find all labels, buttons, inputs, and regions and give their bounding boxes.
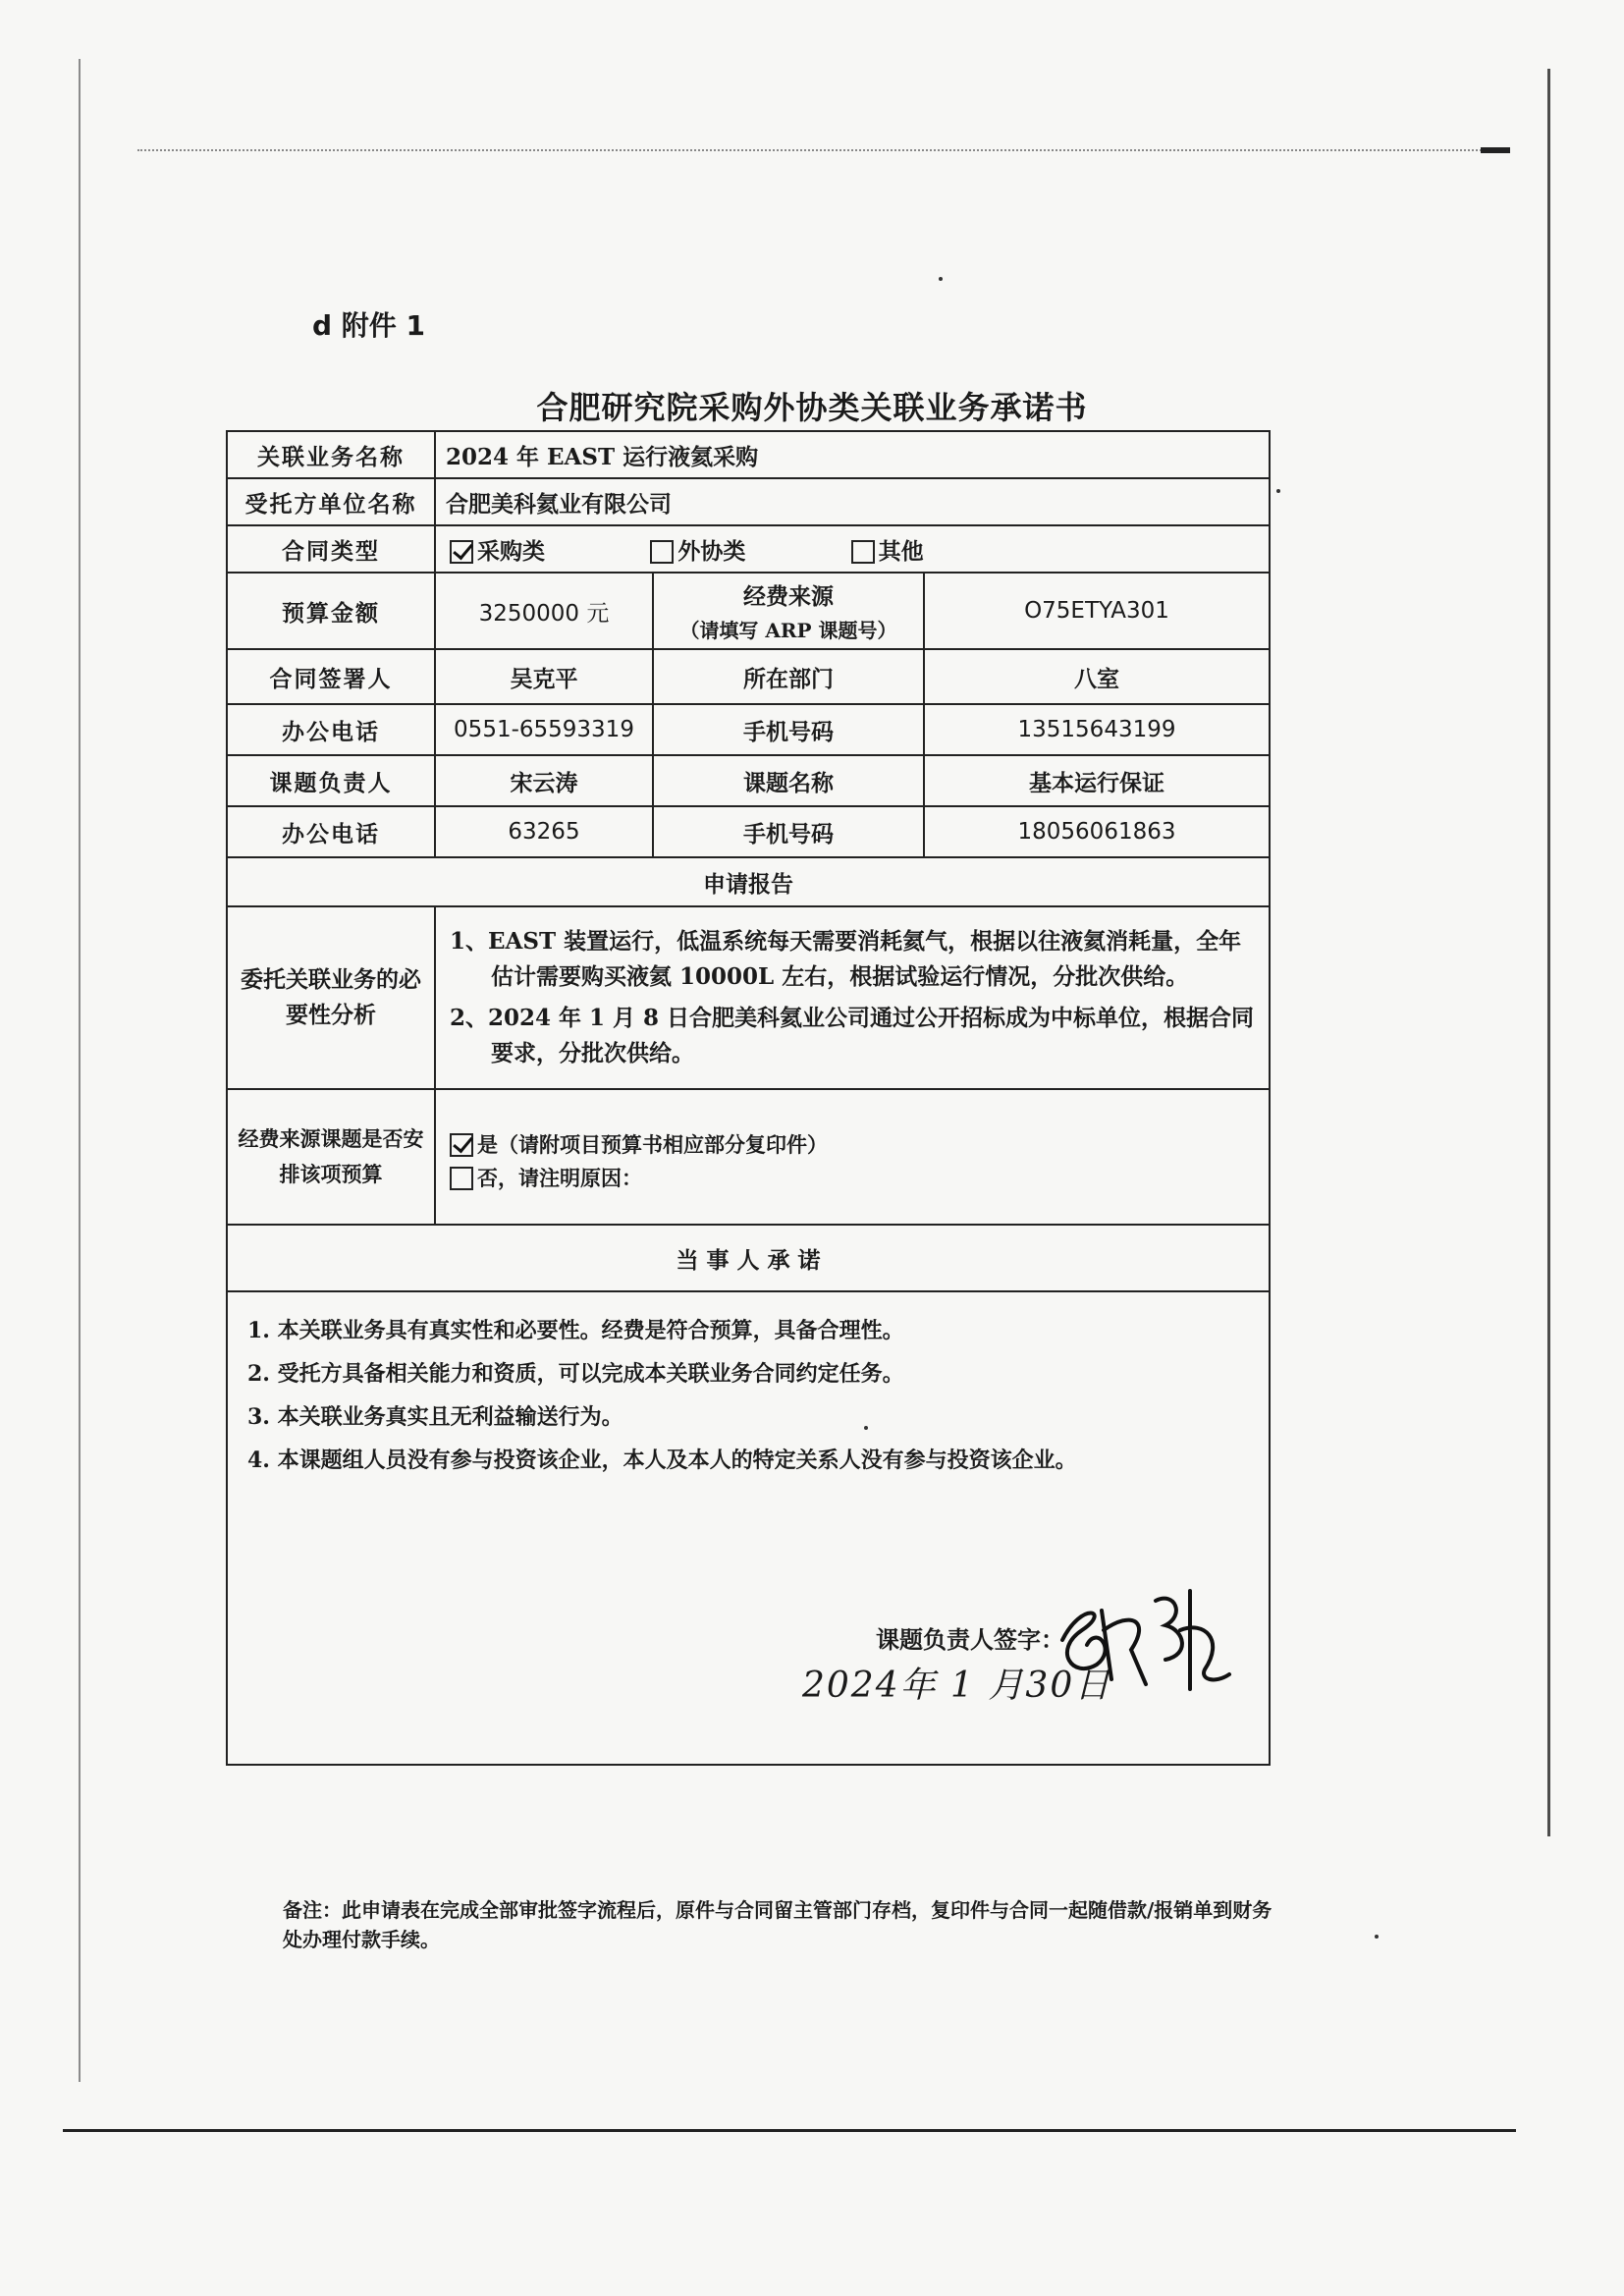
commitment-list — [247, 1316, 1239, 1489]
option-purchase[interactable]: 采购类 — [450, 533, 545, 566]
scan-left-edge — [79, 59, 81, 2082]
option-other[interactable]: 其他 — [851, 533, 924, 566]
row-contract-type — [228, 525, 1269, 573]
scan-speck — [1375, 1935, 1379, 1939]
row-budget — [228, 573, 1269, 649]
handwritten-signature — [1043, 1571, 1239, 1709]
scan-top-mark — [1481, 147, 1510, 153]
attachment-label: d 附件 1 — [312, 309, 426, 342]
signature-date: 2024年 1 月30日 — [802, 1666, 1112, 1706]
option-no[interactable]: 否，请注明原因： — [450, 1163, 1259, 1192]
checkbox-checked-icon[interactable] — [450, 1133, 473, 1157]
budget-label: 预算金额 — [228, 573, 435, 649]
signer-value: 吴克平 — [435, 649, 653, 704]
funding-budget-label: 经费来源课题是否安排该项预算 — [228, 1089, 435, 1225]
checkbox-empty-icon[interactable] — [851, 540, 875, 564]
project-name-value: 基本运行保证 — [924, 755, 1269, 806]
project-lead-label: 课题负责人 — [228, 755, 435, 806]
business-name-value: 2024 年 EAST 运行液氦采购 — [435, 432, 1269, 478]
necessity-label: 委托关联业务的必要性分析 — [228, 906, 435, 1089]
signer-label: 合同签署人 — [228, 649, 435, 704]
office-phone-label: 办公电话 — [228, 704, 435, 755]
funding-source-label: 经费来源 （请填写 ARP 课题号） — [653, 573, 924, 649]
necessity-content — [435, 906, 1269, 1089]
funding-source-value: O75ETYA301 — [924, 573, 1269, 649]
option-outsourcing[interactable]: 外协类 — [650, 533, 745, 566]
scan-speck — [1276, 489, 1280, 493]
scan-top-line — [137, 149, 1492, 151]
commitment-form — [226, 430, 1271, 1766]
scan-bottom-line — [63, 2129, 1516, 2132]
signature-label: 课题负责人签字： — [876, 1625, 1064, 1654]
checkbox-empty-icon[interactable] — [450, 1167, 473, 1190]
entrusted-unit-label: 受托方单位名称 — [228, 478, 435, 525]
office-phone-label: 办公电话 — [228, 806, 435, 857]
necessity-item: 2、2024 年 1 月 8 日合肥美科氦业公司通过公开招标成为中标单位，根据合同要求，分批次供给。 — [450, 1005, 1255, 1066]
row-office-phone-1 — [228, 704, 1269, 755]
commitment-item: 4. 本课题组人员没有参与投资该企业，本人及本人的特定关系人没有参与投资该企业。 — [247, 1448, 1077, 1473]
commitment-header: 当 事 人 承 诺 — [228, 1225, 1269, 1291]
row-application-header — [228, 857, 1269, 906]
contract-type-options — [435, 525, 1269, 573]
option-yes[interactable]: 是（请附项目预算书相应部分复印件） — [450, 1129, 1259, 1159]
mobile-label: 手机号码 — [653, 806, 924, 857]
mobile-value: 18056061863 — [924, 806, 1269, 857]
row-business-name — [228, 432, 1269, 478]
scan-right-edge — [1547, 69, 1550, 1836]
mobile-label: 手机号码 — [653, 704, 924, 755]
mobile-value: 13515643199 — [924, 704, 1269, 755]
application-report-header: 申请报告 — [228, 857, 1269, 906]
commitment-item: 3. 本关联业务真实且无利益输送行为。 — [247, 1404, 623, 1430]
department-label: 所在部门 — [653, 649, 924, 704]
commitment-item: 2. 受托方具备相关能力和资质，可以完成本关联业务合同约定任务。 — [247, 1361, 904, 1387]
footnote: 备注：此申请表在完成全部审批签字流程后，原件与合同留主管部门存档，复印件与合同一起随借款/报销单到财务处办理付款手续。 — [283, 1898, 1272, 1951]
office-phone-value: 63265 — [435, 806, 653, 857]
project-lead-value: 宋云涛 — [435, 755, 653, 806]
row-office-phone-2 — [228, 806, 1269, 857]
row-funding-check — [228, 1089, 1269, 1225]
row-project-lead — [228, 755, 1269, 806]
business-name-label: 关联业务名称 — [228, 432, 435, 478]
funding-budget-options — [435, 1089, 1269, 1225]
project-name-label: 课题名称 — [653, 755, 924, 806]
contract-type-label: 合同类型 — [228, 525, 435, 573]
commitment-item: 1. 本关联业务具有真实性和必要性。经费是符合预算，具备合理性。 — [247, 1318, 904, 1343]
row-signer — [228, 649, 1269, 704]
row-entrusted-unit — [228, 478, 1269, 525]
checkbox-checked-icon[interactable] — [450, 540, 473, 564]
budget-value: 3250000 元 — [435, 573, 653, 649]
necessity-item: 1、EAST 装置运行，低温系统每天需要消耗氦气，根据以往液氦消耗量，全年估计需要购买液氦 10000L 左右，根据试验运行情况，分批次供给。 — [450, 928, 1242, 990]
row-commitment-header — [228, 1225, 1269, 1291]
checkbox-empty-icon[interactable] — [650, 540, 674, 564]
entrusted-unit-value: 合肥美科氦业有限公司 — [435, 478, 1269, 525]
department-value: 八室 — [924, 649, 1269, 704]
office-phone-value: 0551-65593319 — [435, 704, 653, 755]
document-title: 合肥研究院采购外协类关联业务承诺书 — [536, 389, 1088, 426]
row-necessity — [228, 906, 1269, 1089]
form-table — [228, 432, 1269, 1292]
scan-speck — [939, 277, 943, 281]
